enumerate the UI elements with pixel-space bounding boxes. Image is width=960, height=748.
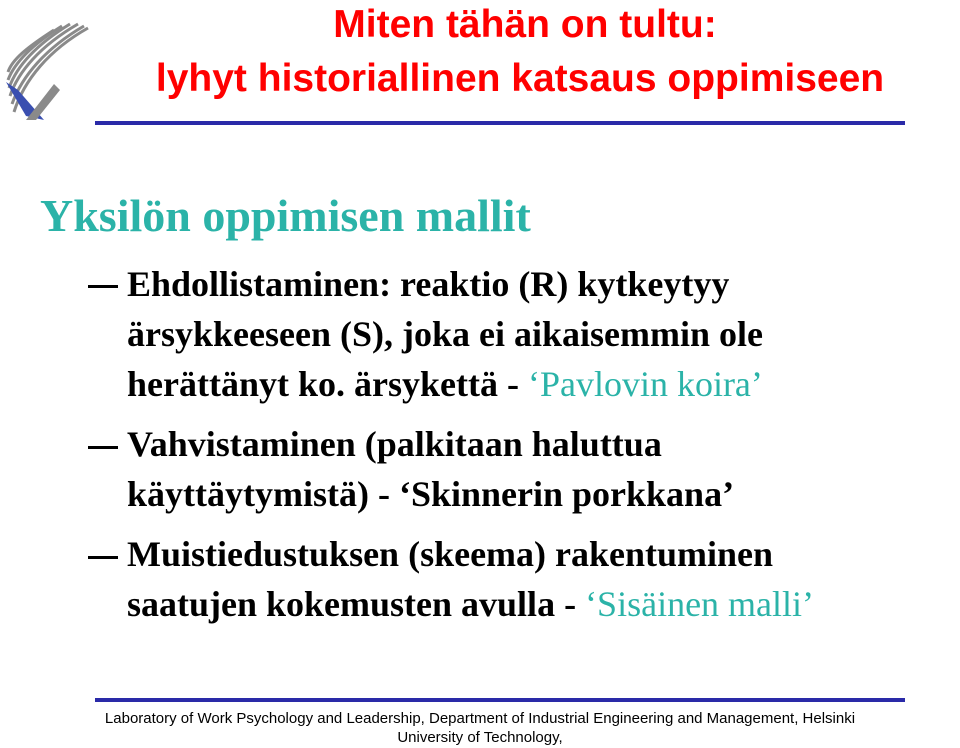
footer-line-2: University of Technology, [397,729,563,746]
bullet-dash-2 [88,446,118,449]
bottom-divider [95,698,905,702]
item-3-line-2 [127,578,814,630]
item-1-line-3 [127,358,763,410]
page-title-line-1: Miten tähän on tultu: [333,3,717,46]
item-1-line-1: Ehdollistaminen: reaktio (R) kytkeytyy [127,264,730,304]
page-title-line-2: lyhyt historiallinen katsaus oppimiseen [155,57,885,100]
item-2-highlight: ‘Skinnerin porkkana’ [398,474,735,514]
item-1-line-3-text: herättänyt ko. ärsykettä - [127,364,528,404]
item-1-line-2: ärsykkeeseen (S), joka ei aikaisemmin ole [127,314,763,354]
bullet-dash-3 [88,556,118,559]
item-1-highlight: ‘Pavlovin koira’ [527,364,763,404]
bullet-dash-1 [88,285,118,288]
item-3-highlight: ‘Sisäinen malli’ [585,584,815,624]
item-2-line-2-text: käyttäytymistä) - [127,474,399,514]
item-3-line-2-text: saatujen kokemusten avulla - [127,584,586,624]
section-heading: Yksilön oppimisen mallit [40,190,531,241]
footer-line-1: Laboratory of Work Psychology and Leadership, Department of Industrial Engineering and Management, Helsinki [104,710,856,727]
top-divider [95,121,905,125]
item-2-line-2 [127,468,734,520]
item-3-line-1: Muistiedustuksen (skeema) rakentuminen [127,534,774,574]
item-2-line-1: Vahvistaminen (palkitaan haluttua [127,424,662,464]
